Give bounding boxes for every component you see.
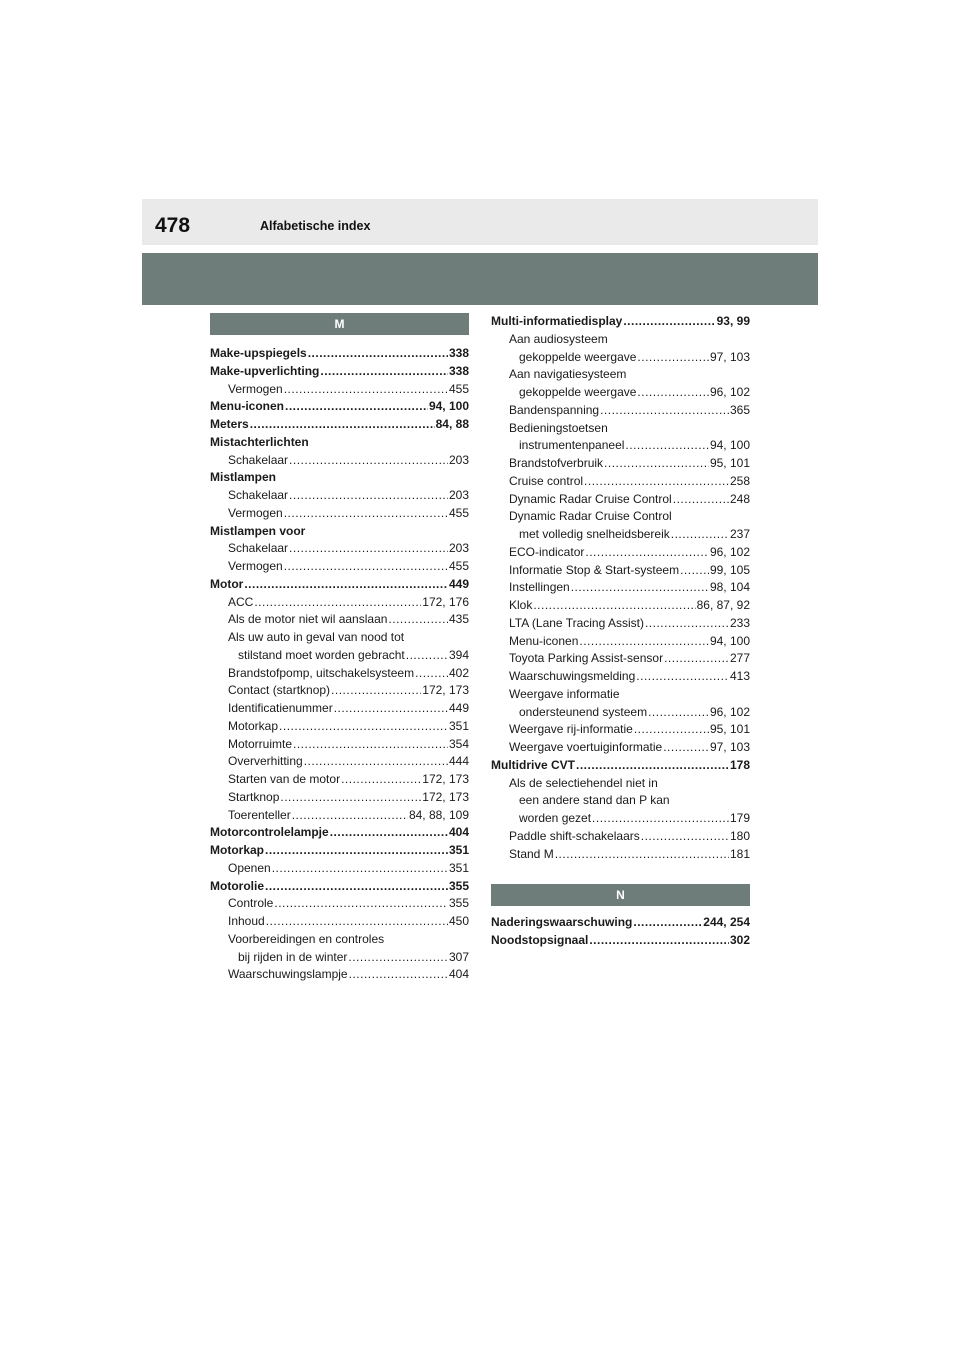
index-entry-label: instrumentenpaneel	[519, 438, 625, 453]
index-entry-page: 277	[729, 651, 750, 666]
index-entry-label: Als de motor niet wil aanslaan	[228, 612, 388, 627]
dot-leader	[244, 576, 448, 594]
index-entry-label: Vermogen	[228, 505, 283, 520]
index-entry-page: 302	[729, 933, 750, 947]
dot-leader	[388, 611, 448, 629]
index-entry-page: 180	[729, 828, 750, 843]
index-entry-page: 203	[448, 541, 469, 556]
dot-leader	[284, 558, 448, 576]
dot-leader	[265, 842, 448, 860]
dot-leader	[641, 828, 729, 846]
index-entry	[210, 931, 469, 949]
index-entry-page: 248	[729, 491, 750, 506]
dot-leader	[637, 384, 709, 402]
index-entry-page: 404	[448, 967, 469, 982]
index-entry-label: LTA (Lane Tracing Assist)	[509, 615, 644, 630]
dot-leader	[254, 594, 421, 612]
index-entry	[210, 363, 469, 381]
decorative-band	[142, 253, 818, 305]
dot-leader	[284, 505, 448, 523]
index-entry	[491, 615, 750, 633]
dot-leader	[663, 739, 709, 757]
index-entry-page: 365	[729, 402, 750, 417]
dot-leader	[579, 633, 709, 651]
index-entry-label: Weergave rij-informatie	[509, 722, 633, 737]
dot-leader	[636, 668, 729, 686]
index-entry-label: Controle	[228, 896, 274, 911]
index-entry-label: Als de selectiehendel niet in	[509, 775, 658, 790]
index-entry-label: Noodstopsignaal	[491, 933, 589, 947]
index-entry	[210, 842, 469, 860]
dot-leader	[250, 416, 435, 434]
index-entry-label: Oververhitting	[228, 754, 303, 769]
index-entry	[210, 434, 469, 452]
index-entry-page: 351	[448, 718, 469, 733]
index-entry-label: Voorbereidingen en controles	[228, 931, 385, 946]
dot-leader	[284, 381, 448, 399]
index-entry	[210, 381, 469, 399]
index-entry	[210, 753, 469, 771]
index-entry-page: 338	[448, 346, 469, 360]
index-entry-label: worden gezet	[519, 811, 592, 825]
index-entry-page: 179	[729, 811, 750, 825]
dot-leader	[680, 562, 709, 580]
index-entry-label: Identificatienummer	[228, 701, 333, 715]
index-entry	[210, 718, 469, 736]
index-entry	[210, 558, 469, 576]
index-entry-label: Openen	[228, 860, 271, 875]
index-entry-label: Menu-iconen	[210, 399, 284, 414]
index-entry-page: 203	[448, 488, 469, 502]
dot-leader	[289, 540, 448, 558]
index-entry-label: Klok	[509, 598, 533, 612]
index-entry	[210, 895, 469, 913]
index-entry	[491, 757, 750, 775]
dot-leader	[292, 807, 408, 825]
index-entry-label: Informatie Stop & Start-systeem	[509, 562, 680, 577]
index-entry-label: Stand M	[509, 846, 554, 861]
index-entry-page: 99, 105	[709, 562, 750, 577]
dot-leader	[293, 736, 448, 754]
dot-leader	[279, 718, 448, 736]
dot-leader	[664, 650, 729, 668]
index-entry-page: 97, 103	[709, 740, 750, 754]
index-entry-label: Paddle shift-schakelaars	[509, 828, 640, 843]
index-entry-page: 86, 87, 92	[696, 598, 750, 612]
dot-leader	[555, 846, 729, 864]
index-entry	[491, 455, 750, 473]
index-entry	[210, 469, 469, 487]
index-entry-label: Mistachterlichten	[210, 434, 309, 449]
index-entry	[491, 349, 750, 367]
index-entry-page: 402	[448, 665, 469, 680]
index-entry	[210, 487, 469, 505]
index-entry-page: 413	[729, 669, 750, 683]
index-entry	[491, 914, 750, 932]
index-entry	[210, 594, 469, 612]
dot-leader	[645, 615, 729, 633]
dot-leader	[348, 949, 448, 967]
index-entry-label: Schakelaar	[228, 488, 289, 502]
index-entry-page: 394	[448, 647, 469, 662]
index-entry	[210, 860, 469, 878]
index-entry	[491, 597, 750, 615]
index-entry-label: Mistlampen	[210, 470, 277, 485]
dot-leader	[592, 810, 729, 828]
index-entry	[210, 878, 469, 896]
index-entry-label: Motor	[210, 576, 244, 591]
dot-leader	[349, 966, 448, 984]
index-entry-label: Inhoud	[228, 914, 265, 928]
index-entry-label: Bandenspanning	[509, 402, 600, 417]
index-entry	[491, 686, 750, 704]
index-entry-label: Meters	[210, 417, 249, 431]
index-entry-page: 307	[448, 949, 469, 964]
index-entry-label: Aan navigatiesysteem	[509, 367, 627, 382]
index-entry-page: 172, 173	[422, 789, 469, 804]
index-entry	[491, 473, 750, 491]
index-entry	[210, 949, 469, 967]
index-entry	[491, 508, 750, 526]
dot-leader	[341, 771, 421, 789]
index-entry	[491, 491, 750, 509]
dot-leader	[406, 647, 448, 665]
index-entry	[491, 792, 750, 810]
index-entry	[210, 345, 469, 363]
index-entry-label: met volledig snelheidsbereik	[519, 527, 670, 541]
index-entry	[491, 633, 750, 651]
dot-leader	[266, 913, 448, 931]
index-entry-label: Make-upverlichting	[210, 363, 320, 378]
dot-leader	[604, 455, 709, 473]
index-entry-page: 95, 101	[709, 722, 750, 737]
index-entry	[210, 736, 469, 754]
index-entry-label: ECO-indicator	[509, 544, 585, 559]
index-column-left	[210, 313, 469, 984]
index-entry	[491, 828, 750, 846]
index-entry	[491, 562, 750, 580]
index-entry-page: 450	[448, 914, 469, 928]
dot-leader	[304, 753, 448, 771]
index-entry	[210, 913, 469, 931]
index-entry-label: Vermogen	[228, 381, 283, 396]
index-entry-label: gekoppelde weergave	[519, 349, 637, 364]
index-entry-label: Waarschuwingslampje	[228, 967, 348, 982]
dot-leader	[330, 824, 448, 842]
index-entry-label: Cruise control	[509, 473, 584, 488]
index-entry-page: 355	[448, 878, 469, 893]
index-entry-page: 355	[448, 896, 469, 911]
index-entry	[491, 402, 750, 420]
index-column-right	[491, 313, 750, 950]
index-entry-label: Aan audiosysteem	[509, 331, 608, 346]
dot-leader	[289, 452, 448, 470]
index-entry-page: 84, 88	[435, 417, 469, 431]
index-entry-label: ACC	[228, 594, 254, 609]
index-entry-page: 172, 173	[422, 683, 469, 698]
index-entry-label: Brandstofpomp, uitschakelsysteem	[228, 665, 415, 680]
index-entry-label: Schakelaar	[228, 452, 289, 467]
index-entry-label: Naderingswaarschuwing	[491, 915, 633, 930]
dot-leader	[671, 526, 729, 544]
index-entry	[210, 540, 469, 558]
index-entry	[491, 721, 750, 739]
dot-leader	[584, 473, 729, 491]
index-entry-page: 354	[448, 736, 469, 751]
index-entry	[210, 452, 469, 470]
index-entry	[210, 771, 469, 789]
index-entry	[210, 700, 469, 718]
dot-leader	[274, 895, 448, 913]
index-entry-page: 181	[729, 846, 750, 861]
index-entry-label: Bedieningstoetsen	[509, 420, 608, 435]
index-entry	[491, 384, 750, 402]
index-entry-page: 244, 254	[703, 915, 750, 930]
index-entry-label: bij rijden in de winter	[238, 949, 348, 964]
index-entry-page: 97, 103	[709, 349, 750, 364]
index-entry-label: Als uw auto in geval van nood tot	[228, 630, 405, 644]
index-entry	[491, 420, 750, 438]
index-entry	[491, 668, 750, 686]
index-entry-page: 95, 101	[709, 456, 750, 470]
index-entry-label: Motorkap	[210, 843, 264, 857]
index-entry	[210, 966, 469, 984]
index-entry-page: 351	[448, 860, 469, 875]
dot-leader	[623, 313, 715, 331]
dot-leader	[272, 860, 448, 878]
index-entry-label: stilstand moet worden gebracht	[238, 647, 405, 662]
index-entry-page: 338	[448, 363, 469, 378]
index-entry-page: 258	[729, 473, 750, 488]
index-entry-page: 455	[448, 381, 469, 396]
index-entry	[210, 416, 469, 434]
index-entry-label: gekoppelde weergave	[519, 385, 637, 399]
index-entry	[210, 629, 469, 647]
index-letter-heading: M	[210, 313, 469, 335]
index-entry	[491, 810, 750, 828]
index-entry-page: 237	[729, 527, 750, 541]
index-entry	[491, 331, 750, 349]
index-entry	[210, 611, 469, 629]
index-entry-page: 84, 88, 109	[408, 807, 469, 822]
index-entry	[210, 665, 469, 683]
index-entry-page: 172, 173	[422, 772, 469, 786]
index-entry-label: Schakelaar	[228, 541, 289, 556]
index-entry	[210, 505, 469, 523]
dot-leader	[289, 487, 448, 505]
index-entry-page: 178	[729, 757, 750, 772]
index-entry-page: 94, 100	[428, 399, 469, 414]
index-entry-page: 351	[448, 843, 469, 857]
index-entry-label: Multidrive CVT	[491, 757, 576, 772]
index-entry-label: Startknop	[228, 789, 280, 804]
index-entry	[210, 824, 469, 842]
index-entry	[210, 789, 469, 807]
index-entry-label: Weergave informatie	[509, 686, 620, 701]
index-entry-page: 455	[448, 559, 469, 573]
section-title: Alfabetische index	[260, 219, 371, 233]
dot-leader	[320, 363, 448, 381]
dot-leader	[265, 878, 448, 896]
index-entry-page: 96, 102	[709, 704, 750, 719]
index-entry-page: 93, 99	[716, 314, 750, 328]
index-entry	[491, 544, 750, 562]
index-entry-label: Toerenteller	[228, 807, 291, 822]
dot-leader	[633, 914, 702, 932]
index-entry-page: 444	[448, 754, 469, 769]
index-entry-label: Instellingen	[509, 580, 570, 595]
index-entry-page: 94, 100	[709, 438, 750, 453]
index-entry-page: 455	[448, 505, 469, 520]
index-entry-page: 203	[448, 452, 469, 467]
index-entry	[491, 704, 750, 722]
index-entry-label: Motorruimte	[228, 736, 293, 751]
index-entry	[210, 647, 469, 665]
dot-leader	[673, 491, 729, 509]
index-entry	[210, 682, 469, 700]
dot-leader	[589, 932, 729, 950]
index-entry-page: 96, 102	[709, 544, 750, 559]
dot-leader	[634, 721, 709, 739]
index-entry-label: Toyota Parking Assist-sensor	[509, 651, 664, 666]
index-entry-label: Dynamic Radar Cruise Control	[509, 491, 672, 506]
dot-leader	[280, 789, 421, 807]
dot-leader	[285, 398, 428, 416]
index-entry-page: 94, 100	[709, 633, 750, 648]
index-entry-label: Mistlampen voor	[210, 523, 306, 538]
index-entry	[491, 650, 750, 668]
index-entry-label: Make-upspiegels	[210, 346, 307, 360]
index-entry	[210, 807, 469, 825]
dot-leader	[648, 704, 709, 722]
index-entry-label: Brandstofverbruik	[509, 456, 604, 470]
dot-leader	[331, 682, 421, 700]
dot-leader	[533, 597, 695, 615]
page-number: 478	[155, 214, 191, 237]
index-entry-page: 98, 104	[709, 580, 750, 595]
index-letter-heading: N	[491, 884, 750, 906]
index-entry	[210, 523, 469, 541]
dot-leader	[625, 437, 709, 455]
index-entry-label: Menu-iconen	[509, 633, 579, 648]
index-entry	[491, 775, 750, 793]
index-entry-label: Weergave voertuiginformatie	[509, 740, 663, 754]
index-entry-label: Vermogen	[228, 559, 283, 573]
index-entry-label: ondersteunend systeem	[519, 704, 648, 719]
index-entry-label: Starten van de motor	[228, 772, 341, 786]
index-entry-label: Multi-informatiedisplay	[491, 314, 623, 328]
dot-leader	[415, 665, 448, 683]
dot-leader	[637, 349, 709, 367]
dot-leader	[576, 757, 729, 775]
index-entry	[491, 846, 750, 864]
index-entry-label: Motorolie	[210, 878, 264, 893]
index-entry-page: 96, 102	[709, 385, 750, 399]
index-entry	[491, 526, 750, 544]
header-bar	[142, 199, 818, 245]
index-entry	[491, 366, 750, 384]
index-entry-label: een andere stand dan P kan	[519, 793, 670, 808]
index-entry-page: 449	[448, 701, 469, 715]
index-entry-page: 172, 176	[422, 594, 469, 609]
dot-leader	[600, 402, 729, 420]
index-entry	[491, 313, 750, 331]
index-entry	[210, 576, 469, 594]
index-entry	[491, 932, 750, 950]
index-entry-page: 404	[448, 825, 469, 840]
index-entry	[491, 437, 750, 455]
index-entry-label: Motorkap	[228, 718, 279, 733]
dot-leader	[571, 579, 709, 597]
dot-leader	[308, 345, 448, 363]
dot-leader	[334, 700, 448, 718]
index-entry	[491, 579, 750, 597]
index-entry-label: Contact (startknop)	[228, 683, 331, 698]
index-entry-page: 449	[448, 576, 469, 591]
index-entry	[491, 739, 750, 757]
index-entry-label: Dynamic Radar Cruise Control	[509, 509, 672, 524]
index-entry	[210, 398, 469, 416]
dot-leader	[585, 544, 709, 562]
index-entry-page: 435	[448, 612, 469, 627]
index-entry-page: 233	[729, 615, 750, 630]
index-entry-label: Waarschuwingsmelding	[509, 669, 636, 683]
index-entry-label: Motorcontrolelampje	[210, 825, 329, 840]
